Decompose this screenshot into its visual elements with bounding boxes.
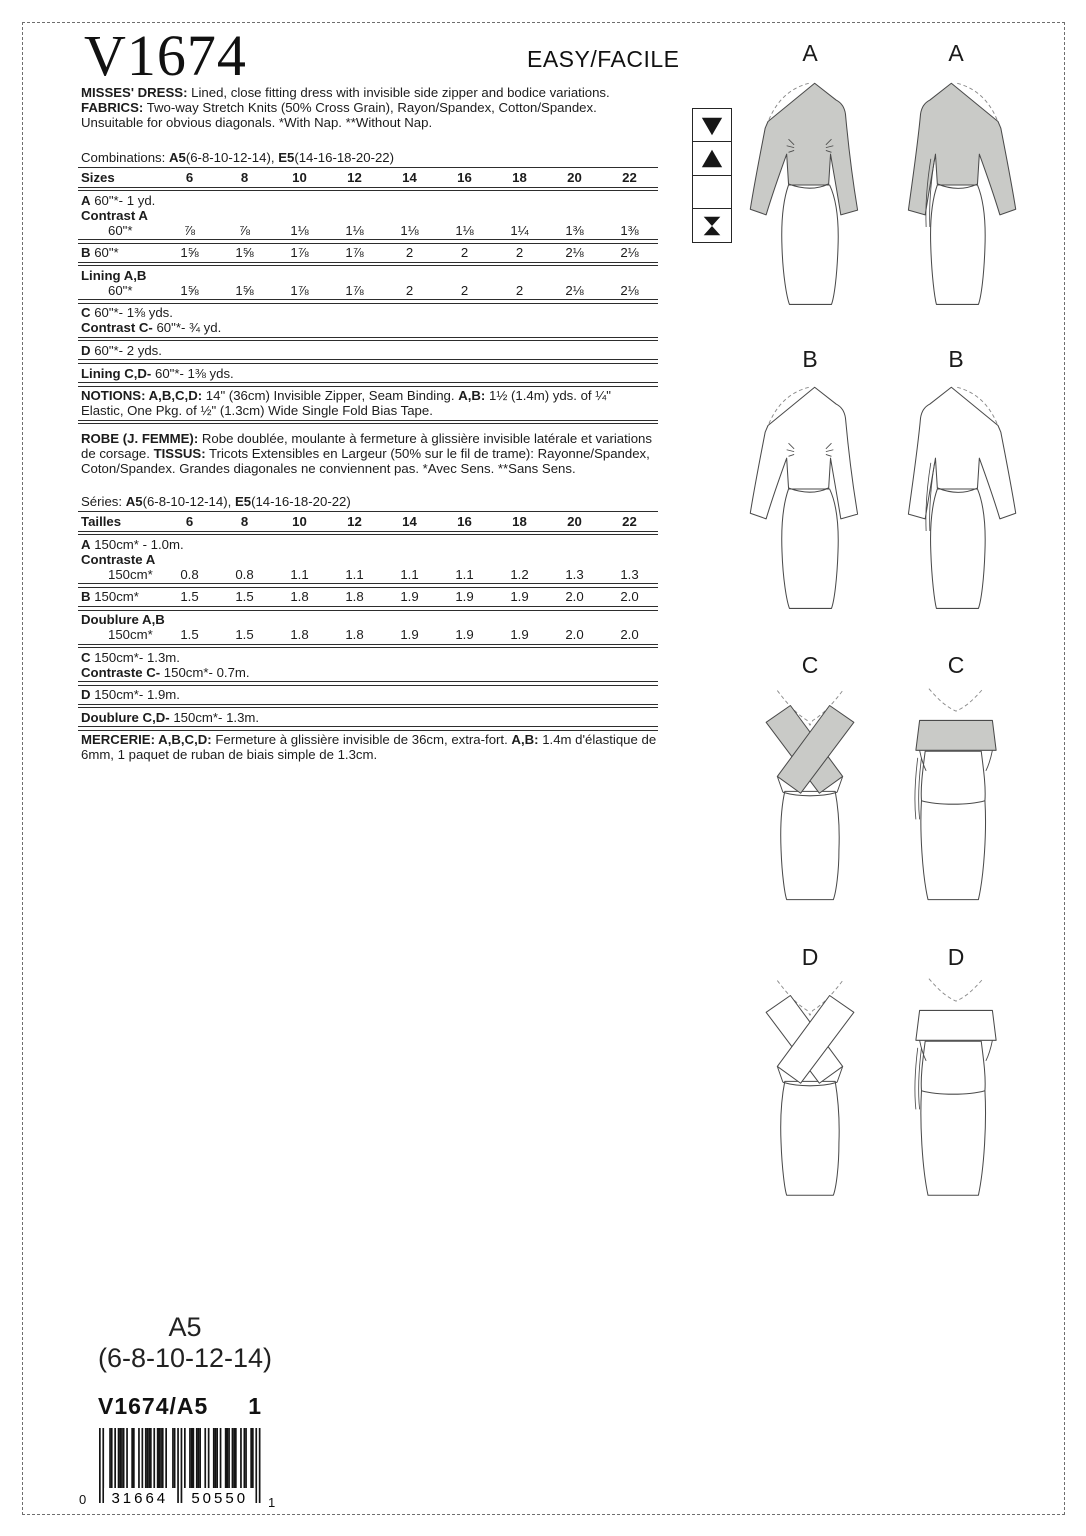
table-rule xyxy=(78,681,658,686)
barcode-left-digit: 0 xyxy=(79,1492,87,1507)
size-column-header: 10 xyxy=(292,170,307,185)
yardage-value: 2⅛ xyxy=(565,282,584,298)
view-d-back-drawing xyxy=(886,958,1026,1201)
row-text: MERCERIE: A,B,C,D: Fermeture à glissière invisible de 36cm, extra-fort. A,B: 1.4m d'élastique de 6mm, 1 paquet de ruban de biais simple de 1.3cm. xyxy=(81,732,657,763)
row-text: NOTIONS: A,B,C,D: 14" (36cm) Invisible Zipper, Seam Binding. A,B: 1½ (1.4m) yds. of ¼" Elastic, One Pkg. of ½" (1.3cm) Wide Single Fold Bias Tape. xyxy=(81,388,611,419)
table-row xyxy=(78,710,658,725)
two-way-hourglass-icon xyxy=(692,208,732,243)
table-rule xyxy=(78,167,658,168)
view-d-back-label: D xyxy=(947,944,965,970)
barcode-bars xyxy=(95,1426,265,1506)
row-text: Contraste C- 150cm*- 0.7m. xyxy=(81,664,250,680)
row-text: A 150cm* - 1.0m. xyxy=(81,536,184,552)
row-text: Lining C,D- 60"*- 1⅜ yds. xyxy=(81,365,234,381)
sheet-number: 1 xyxy=(248,1393,262,1419)
french-description: ROBE (J. FEMME): Robe doublée, moulante à fermeture à glissière invisible latérale et variations de corsage. TISSUS: Tricots Extensibles en Largeur (50% sur le fil de trame): Rayonne/Spandex, Coton/Spandex. Grandes diagonales ne conviennent pas. *Avec Sens. **Sans Sens. xyxy=(81,431,652,477)
table-row xyxy=(78,305,658,320)
table-rule xyxy=(78,511,658,512)
row-label: 60"* xyxy=(108,282,133,298)
combinations-line: Combinations: A5(6-8-10-12-14), E5(14-16-18-20-22) xyxy=(81,150,395,165)
table-row xyxy=(78,665,658,680)
row-label: B 60"* xyxy=(81,245,119,261)
size-column-header: 18 xyxy=(512,514,527,530)
size-label: Sizes xyxy=(81,170,115,185)
yardage-value: 1.9 xyxy=(510,589,529,605)
view-c-back-drawing xyxy=(886,668,1026,911)
row-text: Contraste A xyxy=(81,551,156,567)
table-row xyxy=(78,193,658,208)
table-row xyxy=(78,537,658,552)
table-header-row xyxy=(78,514,658,529)
row-text: Doublure C,D- 150cm*- 1.3m. xyxy=(81,709,260,725)
yardage-value: 2 xyxy=(515,282,524,298)
yardage-value: 2 xyxy=(460,245,469,261)
yardage-value: 0.8 xyxy=(180,566,199,582)
pattern-number: V1674 xyxy=(84,23,247,88)
table-rule xyxy=(78,726,658,731)
view-a-back-label: A xyxy=(948,40,964,66)
size-column-header: 14 xyxy=(402,170,417,185)
english-description: MISSES' DRESS: Lined, close fitting dress with invisible side zipper and bodice variations. FABRICS: Two-way Stretch Knits (50% Cross Grain), Rayon/Spandex, Cotton/Spandex. Unsuitable for obvious diagonals. *With Nap. **Without Nap. xyxy=(81,85,610,130)
view-b-front-label: B xyxy=(802,346,818,372)
table-row xyxy=(78,366,658,381)
view-c-front-label: C xyxy=(801,652,819,678)
yardage-value: 2.0 xyxy=(620,627,639,643)
barcode xyxy=(95,1426,265,1511)
yardage-value: 1.9 xyxy=(400,627,419,643)
row-text: C 150cm*- 1.3m. xyxy=(81,649,180,665)
nap-symbol-strip xyxy=(692,108,732,243)
view-c-back-label: C xyxy=(947,652,965,678)
row-text: Lining A,B xyxy=(81,267,147,283)
view-b-back-drawing xyxy=(886,374,1026,617)
yardage-value: 1.3 xyxy=(620,566,639,582)
table-rule xyxy=(78,382,658,387)
yardage-value: 2.0 xyxy=(620,589,639,605)
view-a-front-drawing xyxy=(740,70,880,313)
with-nap-down-triangle-icon xyxy=(692,108,732,143)
text-column xyxy=(78,85,660,762)
table-row xyxy=(78,650,658,665)
table-row xyxy=(78,208,658,223)
yardage-value: 1.9 xyxy=(400,589,419,605)
difficulty-label: EASY/FACILE xyxy=(527,46,680,72)
yardage-value: 1⅞ xyxy=(290,282,309,298)
table-row xyxy=(78,320,658,335)
view-a-back-drawing xyxy=(886,70,1026,313)
row-text: Contrast A xyxy=(81,207,148,223)
view-a-front-label: A xyxy=(802,40,818,66)
yardage-value: 1⅝ xyxy=(235,282,254,298)
row-text: D 150cm*- 1.9m. xyxy=(81,687,180,703)
yardage-value: 1.8 xyxy=(290,589,309,605)
table-rule xyxy=(78,531,658,536)
yardage-value: 1.5 xyxy=(235,589,254,605)
barcode-right-digit: 1 xyxy=(268,1495,276,1510)
table-header-row xyxy=(78,170,658,185)
yardage-value: 1.1 xyxy=(455,566,474,582)
yardage-value: 1.8 xyxy=(345,627,364,643)
size-column-header: 10 xyxy=(292,514,307,530)
row-label: 150cm* xyxy=(108,627,153,643)
table-row xyxy=(78,627,658,642)
row-text: C 60"*- 1⅜ yds. xyxy=(81,305,173,321)
table-rule xyxy=(78,606,658,611)
yardage-value: 1.9 xyxy=(455,589,474,605)
table-rule xyxy=(78,583,658,588)
yardage-value: 1⅝ xyxy=(235,245,254,261)
size-column-header: 18 xyxy=(512,170,527,185)
with-nap-up-triangle-icon xyxy=(692,141,732,176)
row-label: B 150cm* xyxy=(81,589,139,605)
table-row xyxy=(78,732,658,762)
table-row xyxy=(78,283,658,298)
yardage-value: ⅞ xyxy=(239,222,250,238)
yardage-value: 1.5 xyxy=(180,589,199,605)
footer-combo-code: A5 xyxy=(168,1312,202,1342)
view-b-front-drawing xyxy=(740,374,880,617)
size-column-header: 8 xyxy=(240,514,249,530)
table-row xyxy=(78,245,658,260)
size-column-header: 14 xyxy=(402,514,417,530)
yardage-value: 1.1 xyxy=(290,566,309,582)
yardage-value: 1⅞ xyxy=(290,245,309,261)
yardage-value: 1.5 xyxy=(180,627,199,643)
table-rule xyxy=(78,420,658,425)
yardage-value: 1⅜ xyxy=(620,222,639,238)
yardage-value: 1.9 xyxy=(455,627,474,643)
size-column-header: 20 xyxy=(567,514,582,530)
yardage-value: 1.8 xyxy=(345,589,364,605)
table-row xyxy=(78,343,658,358)
footer-combination xyxy=(60,1312,310,1374)
size-column-header: 6 xyxy=(185,170,194,185)
table-rule xyxy=(78,187,658,192)
row-text: A 60"*- 1 yd. xyxy=(81,192,156,208)
svg-text:31664: 31664 xyxy=(111,1490,169,1506)
yardage-value: 2⅛ xyxy=(620,282,639,298)
svg-text:50550: 50550 xyxy=(191,1490,249,1506)
yardage-value: 2 xyxy=(405,245,414,261)
table-rule xyxy=(78,359,658,364)
footer-combo-sizes: (6-8-10-12-14) xyxy=(97,1343,273,1373)
yardage-value: 1¼ xyxy=(510,222,529,238)
table-row xyxy=(78,388,658,418)
table-row xyxy=(78,223,658,238)
yardage-value: 1.8 xyxy=(290,627,309,643)
size-column-header: 8 xyxy=(240,170,249,185)
yardage-value: 1.2 xyxy=(510,566,529,582)
yardage-value: 2⅛ xyxy=(565,245,584,261)
size-column-header: 12 xyxy=(347,170,362,185)
view-d-front-drawing xyxy=(740,958,880,1201)
yardage-value: 1.1 xyxy=(400,566,419,582)
yardage-value: 1⅛ xyxy=(290,222,309,238)
table-row xyxy=(78,612,658,627)
row-text: Doublure A,B xyxy=(81,612,165,628)
yardage-value: 1⅛ xyxy=(345,222,364,238)
table-row xyxy=(78,552,658,567)
yardage-value: 1.1 xyxy=(345,566,364,582)
view-d-front-label: D xyxy=(801,944,819,970)
yardage-value: 1⅞ xyxy=(345,245,364,261)
size-column-header: 20 xyxy=(567,170,582,185)
view-c-front-drawing xyxy=(740,668,880,911)
table-rule xyxy=(78,239,658,244)
yardage-value: 2 xyxy=(515,245,524,261)
yardage-value: 2⅛ xyxy=(620,245,639,261)
table-rule xyxy=(78,299,658,304)
yardage-value: 2.0 xyxy=(565,627,584,643)
yardage-value: 1.9 xyxy=(510,627,529,643)
yardage-value: 1⅛ xyxy=(455,222,474,238)
english-yardage-table xyxy=(78,167,658,424)
yardage-value: 2 xyxy=(460,282,469,298)
without-nap-blank-icon xyxy=(692,175,732,210)
table-row xyxy=(78,567,658,582)
row-text: D 60"*- 2 yds. xyxy=(81,342,162,358)
yardage-value: 1⅝ xyxy=(180,245,199,261)
sku-code: V1674/A5 xyxy=(98,1393,209,1419)
series-line: Séries: A5(6-8-10-12-14), E5(14-16-18-20-22) xyxy=(81,494,351,510)
yardage-value: 2 xyxy=(405,282,414,298)
yardage-value: 1⅞ xyxy=(345,282,364,298)
row-label: 60"* xyxy=(108,222,133,238)
size-column-header: 6 xyxy=(185,514,194,530)
table-row xyxy=(78,687,658,702)
yardage-value: 1⅛ xyxy=(400,222,419,238)
table-rule xyxy=(78,337,658,342)
french-yardage-table xyxy=(78,511,658,762)
yardage-value: 1.3 xyxy=(565,566,584,582)
view-b-back-label: B xyxy=(948,346,964,372)
yardage-value: 1⅝ xyxy=(180,282,199,298)
yardage-value: 1.5 xyxy=(235,627,254,643)
yardage-value: 1⅜ xyxy=(565,222,584,238)
size-column-header: 12 xyxy=(347,514,362,530)
yardage-value: 0.8 xyxy=(235,566,254,582)
size-column-header: 22 xyxy=(622,514,637,530)
table-rule xyxy=(78,262,658,267)
size-column-header: 16 xyxy=(457,514,472,530)
table-row xyxy=(78,268,658,283)
size-column-header: 22 xyxy=(622,170,637,185)
yardage-value: 2.0 xyxy=(565,589,584,605)
yardage-value: ⅞ xyxy=(184,222,195,238)
row-text: Contrast C- 60"*- ¾ yd. xyxy=(81,320,222,336)
table-rule xyxy=(78,704,658,709)
table-row xyxy=(78,589,658,604)
size-label: Tailles xyxy=(81,514,122,530)
table-rule xyxy=(78,644,658,649)
row-label: 150cm* xyxy=(108,566,153,582)
sku-row xyxy=(98,1393,262,1420)
size-column-header: 16 xyxy=(457,170,472,185)
